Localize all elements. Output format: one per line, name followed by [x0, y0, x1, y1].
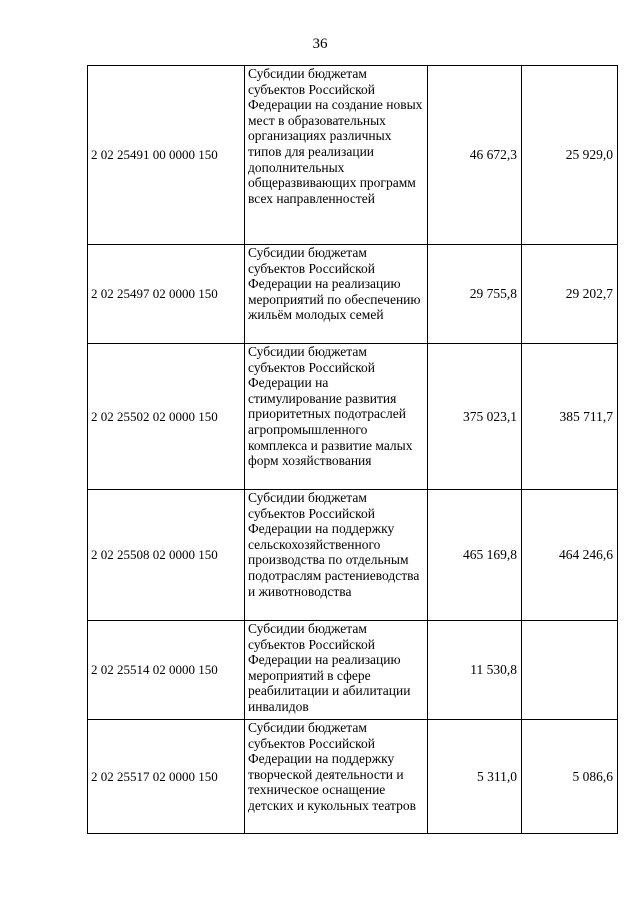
value-column-2: 5 086,6	[522, 720, 618, 834]
revenue-name: Субсидии бюджетам субъектов Российской Федерации на поддержку сельскохозяйственного производства по отдельным подотраслям растениеводства и животноводства	[245, 490, 428, 621]
budget-code: 2 02 25502 02 0000 150	[88, 344, 245, 490]
table-row	[88, 621, 618, 720]
value-column-2: 385 711,7	[522, 344, 618, 490]
value-column-1: 375 023,1	[428, 344, 522, 490]
budget-code: 2 02 25514 02 0000 150	[88, 621, 245, 720]
value-column-1: 46 672,3	[428, 66, 522, 245]
budget-code: 2 02 25508 02 0000 150	[88, 490, 245, 621]
table-row	[88, 490, 618, 621]
budget-code: 2 02 25517 02 0000 150	[88, 720, 245, 834]
value-column-2: 464 246,6	[522, 490, 618, 621]
table-row	[88, 66, 618, 245]
value-column-2: 25 929,0	[522, 66, 618, 245]
revenue-name: Субсидии бюджетам субъектов Российской Федерации на стимулирование развития приоритетных подотраслей агропромышленного комплекса и развитие малых форм хозяйствования	[245, 344, 428, 490]
budget-code: 2 02 25497 02 0000 150	[88, 245, 245, 344]
page-number: 36	[312, 36, 328, 52]
value-column-2	[522, 621, 618, 720]
revenue-name: Субсидии бюджетам субъектов Российской Федерации на поддержку творческой деятельности и техническое оснащение детских и кукольных театров	[245, 720, 428, 834]
revenue-name: Субсидии бюджетам субъектов Российской Федерации на реализацию мероприятий по обеспечению жильём молодых семей	[245, 245, 428, 344]
revenue-name: Субсидии бюджетам субъектов Российской Федерации на реализацию мероприятий в сфере реабилитации и абилитации инвалидов	[245, 621, 428, 720]
value-column-1: 29 755,8	[428, 245, 522, 344]
table-row	[88, 245, 618, 344]
value-column-2: 29 202,7	[522, 245, 618, 344]
revenue-name: Субсидии бюджетам субъектов Российской Федерации на создание новых мест в образовательных организациях различных типов для реализации дополнительных общеразвивающих программ всех направленностей	[245, 66, 428, 245]
table-row	[88, 344, 618, 490]
budget-code: 2 02 25491 00 0000 150	[88, 66, 245, 245]
budget-table	[87, 65, 618, 834]
value-column-1: 5 311,0	[428, 720, 522, 834]
value-column-1: 11 530,8	[428, 621, 522, 720]
table-row	[88, 720, 618, 834]
value-column-1: 465 169,8	[428, 490, 522, 621]
